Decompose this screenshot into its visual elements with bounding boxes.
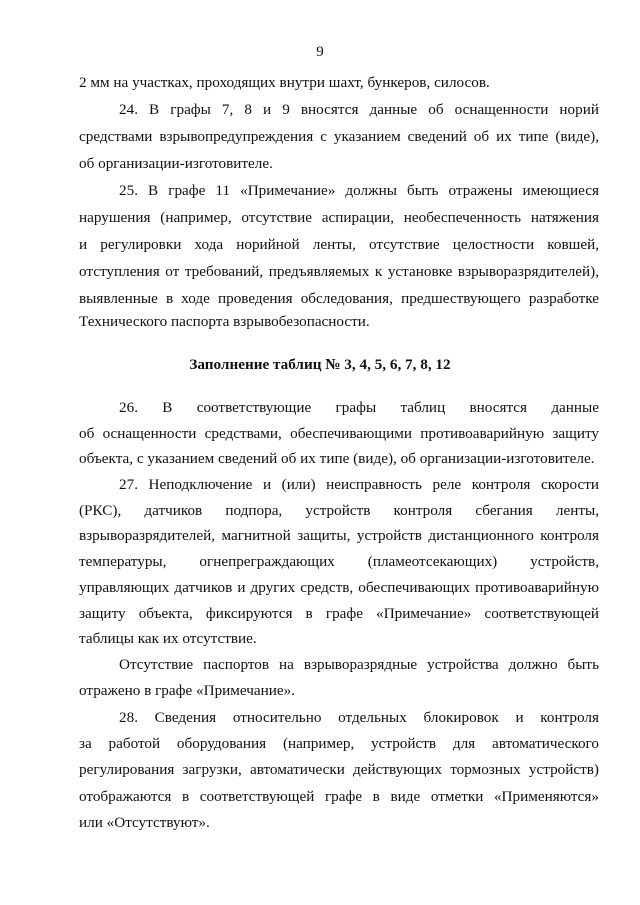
paragraph-26-line: 26. В соответствующие графы таблиц вносятся данные [119,399,599,416]
text-line: температуры, огнепреграждающих (пламеотсекающих) устройств, [79,553,599,570]
text-line: об оснащенности средствами, обеспечивающими противоаварийную защиту [79,425,599,442]
text-line: средствами взрывопредупреждения с указанием сведений об их типе (виде), [79,128,599,145]
text-line: отображаются в соответствующей графе в виде отметки «Применяются» [79,788,599,805]
text-line: отражено в графе «Примечание». [79,682,296,699]
paragraph-text-line: Отсутствие паспортов на взрыворазрядные устройства должно быть [119,656,599,673]
text-line: нарушения (например, отсутствие аспирации, необеспеченность натяжения [79,209,599,226]
text-line: за работой оборудования (например, устройств для автоматического [79,735,599,752]
text-line: Технического паспорта взрывобезопасности. [79,313,370,330]
section-heading: Заполнение таблиц № 3, 4, 5, 6, 7, 8, 12 [189,356,451,373]
text-line: (РКС), датчиков подпора, устройств контроля сбегания ленты, [79,502,599,519]
text-line: защиту объекта, фиксируются в графе «Примечание» соответствующей [79,605,599,622]
text-line: или «Отсутствуют». [79,814,210,831]
text-line: объекта, с указанием сведений об их типе (виде), об организации-изготовителе. [79,450,595,467]
text-line: отступления от требований, предъявляемых к установке взрыворазрядителей), [79,263,599,280]
text-line: взрыворазрядителей, магнитной защиты, устройств дистанционного контроля [79,527,599,544]
text-line: и регулировки хода норийной ленты, отсутствие целостности ковшей, [79,236,599,253]
page-number: 9 [316,44,324,60]
text-line: управляющих датчиков и других средств, обеспечивающих противоаварийную [79,579,599,596]
paragraph-27-line: 27. Неподключение и (или) неисправность реле контроля скорости [119,476,599,493]
paragraph-24-line: 24. В графы 7, 8 и 9 вносятся данные об оснащенности норий [119,101,599,118]
text-line: об организации-изготовителе. [79,155,273,172]
text-line: 2 мм на участках, проходящих внутри шахт, бункеров, силосов. [79,74,490,91]
paragraph-25-line: 25. В графе 11 «Примечание» должны быть отражены имеющиеся [119,182,599,199]
text-line: выявленные в ходе проведения обследования, предшествующего разработке [79,290,599,307]
paragraph-28-line: 28. Сведения относительно отдельных блокировок и контроля [119,709,599,726]
text-line: таблицы как их отсутствие. [79,630,257,647]
text-line: регулирования загрузки, автоматически действующих тормозных устройств) [79,761,599,778]
